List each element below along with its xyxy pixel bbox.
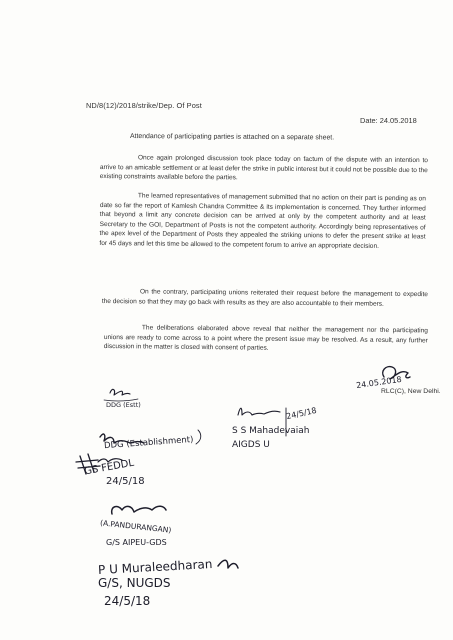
rlc-handwritten-date: 24.05.2018 bbox=[355, 374, 403, 391]
sig6-stroke bbox=[218, 560, 238, 568]
sig2-date: 24/5/18 bbox=[285, 405, 318, 422]
sig1-title: DDG (Estt) bbox=[106, 401, 141, 409]
paragraph-4-text: The deliberations elaborated above reveal that neither the management nor the participating unions are ready to come across to a point where the present issue may be resolved. As a result, any further discussion in the matter is closed with consent of parties. bbox=[103, 324, 428, 352]
sig1-stroke bbox=[110, 389, 130, 395]
sig6-org: G/S, NUGDS bbox=[98, 576, 171, 590]
signatory-label: RLC(C), New Delhi. bbox=[381, 388, 441, 395]
sig2-org: AIGDS U bbox=[232, 440, 270, 450]
sig5-name: (A.PANDURANGAN) bbox=[99, 518, 172, 535]
reference-number: ND/8(12)/2018/strike/Dep. Of Post bbox=[86, 101, 202, 110]
sig3-title: DDG (Establishment) bbox=[103, 434, 194, 452]
paragraph-1-text: Once again prolonged discussion took place today on factum of the dispute with an intention to arrive to an amicable settlement or at least defer the strike in public interest but it could not be possible due to the existing constraints available before the parties. bbox=[99, 154, 428, 182]
sig3-bracket bbox=[196, 430, 201, 444]
sig4-line1: GS FEDDL bbox=[83, 457, 135, 478]
sig6-date: 24/5/18 bbox=[104, 594, 151, 608]
letter-date: Date: 24.05.2018 bbox=[360, 116, 417, 125]
attendance-note: Attendance of participating parties is attached on a separate sheet. bbox=[129, 133, 335, 142]
sig5-stroke bbox=[112, 506, 166, 514]
paragraph-2-text: The learned representatives of management submitted that no action on their part is pending as on date so far the report of Kamlesh Chandra Committee & its implementation is concerned. They further informed that beyond a limit any concrete decision can be arrived at only by the competent authority and at least Secretary to the GOI, Department of Posts is not the competent authority. Accordingly being representatives of the apex level of the Department of Posts they appealed the striking unions to defer the present strike at least for 45 days and let this time be allowed to the competent forum to arrive an appropriate decision. bbox=[99, 192, 426, 250]
sig6-name: P U Muraleedharan bbox=[97, 557, 213, 577]
sig4-date: 24/5/18 bbox=[106, 476, 145, 487]
paragraph-3-text: On the contrary, participating unions reiterated their request before the management to expedite the decision so that they may go back with results as they are also accountable to their members. bbox=[101, 288, 428, 308]
sig5-org: G/S AIPEU-GDS bbox=[106, 538, 167, 547]
sig2-name: S S Mahadevaiah bbox=[232, 426, 310, 436]
sig2-stroke bbox=[238, 408, 280, 415]
